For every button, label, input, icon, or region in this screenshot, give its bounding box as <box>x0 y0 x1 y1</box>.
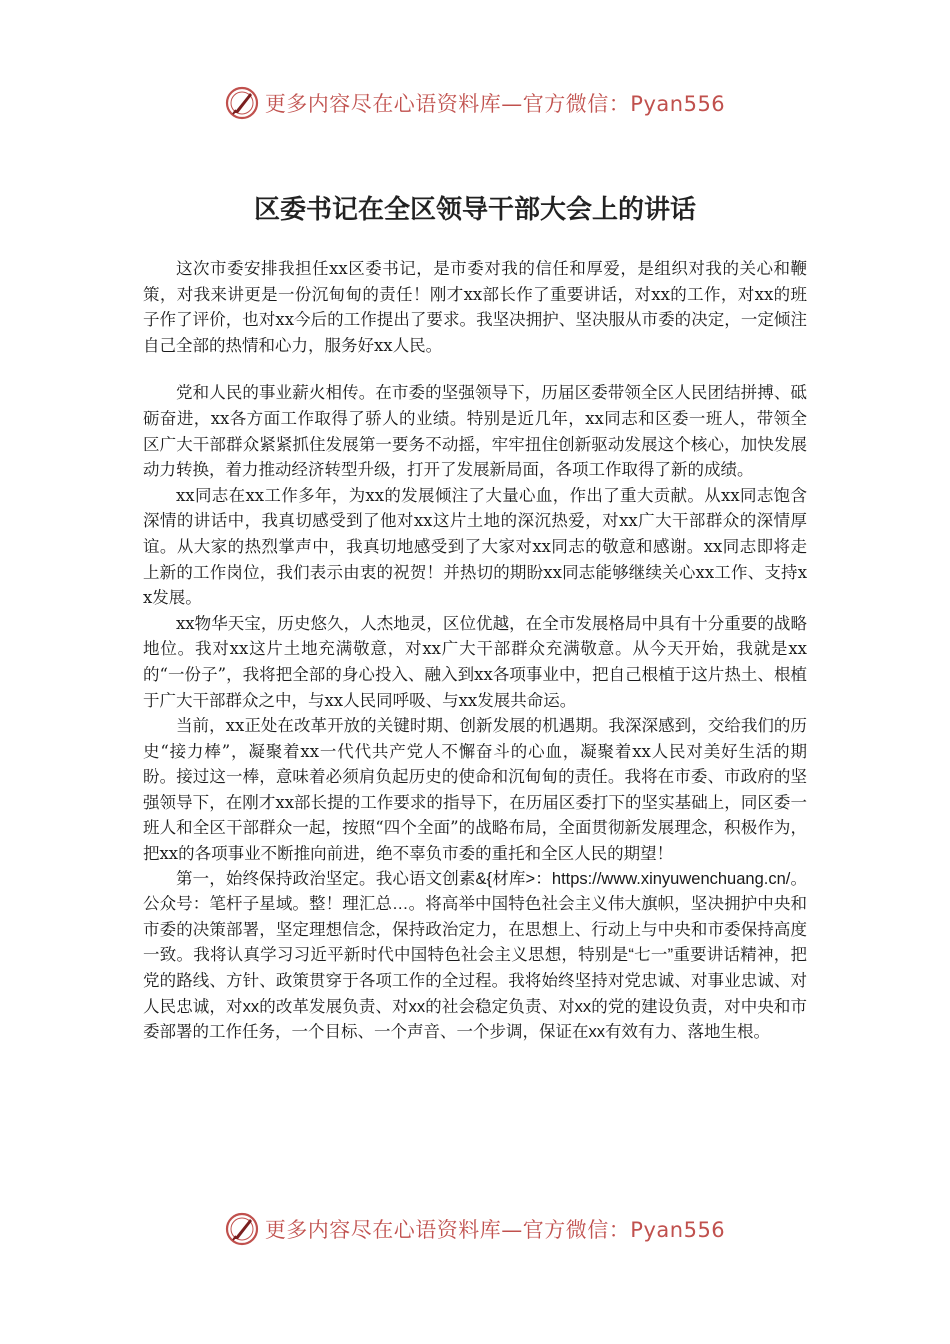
banner-text: 更多内容尽在心语资料库—官方微信：Pyan556 <box>264 1218 726 1242</box>
footer-banner <box>0 1204 950 1254</box>
paragraph: 党和人民的事业薪火相传。在市委的坚强领导下，历届区委带领全区人民团结拼搏、砥砺奋进，xx各方面工作取得了骄人的业绩。特别是近几年，xx同志和区委一班人，带领全区广大干部群众紧紧抓住发展第一要务不动摇，牢牢扭住创新驱动发展这个核心，加快发展动力转换，着力推动经济转型升级，打开了发展新局面，各项工作取得了新的成绩。 <box>143 383 807 480</box>
document-body <box>143 256 807 1046</box>
banner-text: 更多内容尽在心语资料库—官方微信：Pyan556 <box>264 92 726 116</box>
paragraph: 当前，xx正处在改革开放的关键时期、创新发展的机遇期。我深深感到，交给我们的历史“接力棒”，凝聚着xx一代代共产党人不懈奋斗的心血，凝聚着xx人民对美好生活的期盼。接过这一棒，意味着必须肩负起历史的使命和沉甸甸的责任。我将在市委、市政府的坚强领导下，在刚才xx部长提的工作要求的指导下，在历届区委打下的坚实基础上，同区委一班人和全区干部群众一起，按照“四个全面”的战略布局，全面贯彻新发展理念，积极作为，把xx的各项事业不断推向前进，绝不辜负市委的重托和全区人民的期望！ <box>143 716 807 864</box>
document-title: 区委书记在全区领导干部大会上的讲话 <box>253 195 696 226</box>
paragraph: xx物华天宝，历史悠久，人杰地灵，区位优越，在全市发展格局中具有十分重要的战略地位。我对xx这片土地充满敬意，对xx广大干部群众充满敬意。从今天开始，我就是xx的“一份子”，我将把全部的身心投入、融入到xx各项事业中，把自己根植于这片热土、根植于广大干部群众之中，与xx人民同呼吸、与xx发展共命运。 <box>143 613 807 710</box>
paragraph: 第一，始终保持政治坚定。我心语文创素&{材库>：https://www.xinyuwenchuang.cn/。公众号：笔杆子星域。整！理汇总…。将高举中国特色社会主义伟大旗帜，坚决拥护中央和市委的决策部署，坚定理想信念，保持政治定力，在思想上、行动上与中央和市委保持高度一致。我将认真学习习近平新时代中国特色社会主义思想，特别是“七一”重要讲话精神，把党的路线、方针、政策贯穿于各项工作的全过程。我将始终坚持对党忠诚、对事业忠诚、对人民忠诚，对xx的改革发展负责、对xx的社会稳定负责、对xx的党的建设负责，对中央和市委部署的工作任务，一个目标、一个声音、一个步调，保证在xx有效有力、落地生根。 <box>143 869 807 1042</box>
quill-pen-logo-icon <box>225 1212 259 1246</box>
paragraph: xx同志在xx工作多年，为xx的发展倾注了大量心血，作出了重大贡献。从xx同志饱含深情的讲话中，我真切感受到了他对xx这片土地的深沉热爱，对xx广大干部群众的深情厚谊。从大家的热烈掌声中，我真切地感受到了大家对xx同志的敬意和感谢。xx同志即将走上新的工作岗位，我们表示由衷的祝贺！并热切的期盼xx同志能够继续关心xx工作、支持xx发展。 <box>143 485 807 608</box>
header-banner <box>0 78 950 128</box>
paragraph: 这次市委安排我担任xx区委书记，是市委对我的信任和厚爱，是组织对我的关心和鞭策，对我来讲更是一份沉甸甸的责任！刚才xx部长作了重要讲话，对xx的工作，对xx的班子作了评价，也对xx今后的工作提出了要求。我坚决拥护、坚决服从市委的决定，一定倾注自己全部的热情和心力，服务好xx人民。 <box>143 259 807 355</box>
quill-pen-logo-icon <box>225 86 259 120</box>
